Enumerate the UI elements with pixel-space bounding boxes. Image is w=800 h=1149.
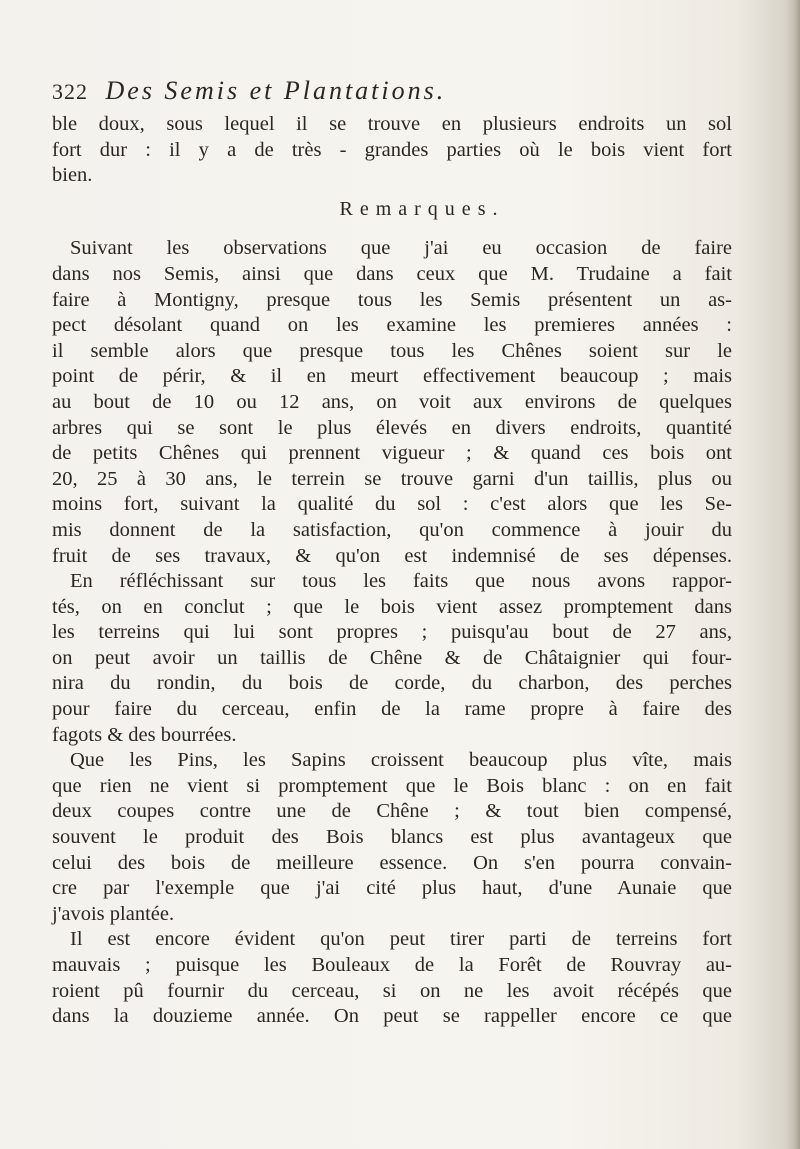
text-line: point de périr, & il en meurt effectivement beaucoup ; mais: [52, 365, 732, 388]
text-line: En réfléchissant sur tous les faits que nous avons rappor-: [70, 570, 732, 593]
text-line: mis donnent de la satisfaction, qu'on commence à jouir du: [52, 518, 732, 541]
text-line: faire à Montigny, presque tous les Semis présentent un as-: [52, 288, 732, 311]
page-edge-shadow: [786, 0, 800, 1149]
text-line: Suivant les observations que j'ai eu occasion de faire: [70, 237, 732, 260]
text-line: mauvais ; puisque les Bouleaux de la Forêt de Rouvray au-: [52, 954, 732, 976]
text-line: 20, 25 à 30 ans, le terrein se trouve garni d'un taillis, plus ou: [52, 467, 732, 490]
page-number: 322: [52, 79, 88, 104]
section-heading: Remarques.: [339, 197, 505, 220]
text-line: Que les Pins, les Sapins croissent beaucoup plus vîte, mais: [70, 749, 732, 772]
text-line: de petits Chênes qui prennent vigueur ; & quand ces bois ont: [52, 442, 732, 465]
text-line: j'avois plantée.: [52, 902, 175, 925]
text-line: il semble alors que presque tous les Chênes soient sur le: [52, 339, 732, 362]
text-line: au bout de 10 ou 12 ans, on voit aux environs de quelques: [52, 390, 732, 413]
text-line: on peut avoir un taillis de Chêne & de Châtaignier qui four-: [52, 646, 732, 669]
text-line: souvent le produit des Bois blancs est plus avantageux que: [52, 826, 732, 849]
text-line: bien.: [52, 164, 93, 187]
text-line: nira du rondin, du bois de corde, du charbon, des perches: [52, 672, 732, 695]
text-line: les terreins qui lui sont propres ; puisqu'au bout de 27 ans,: [52, 621, 732, 644]
text-line: fort dur : il y a de très - grandes parties où le bois vient fort: [52, 138, 732, 161]
text-line: moins fort, suivant la qualité du sol : c'est alors que les Se-: [52, 493, 732, 516]
text-line: deux coupes contre une de Chêne ; & tout bien compensé,: [52, 800, 732, 823]
body-text: [52, 112, 732, 1030]
text-line: roient pû fournir du cerceau, si on ne les avoit récépés que: [52, 979, 732, 1002]
text-line: fruit de ses travaux, & qu'on est indemnisé de ses dépenses.: [52, 544, 732, 567]
text-line: que rien ne vient si promptement que le Bois blanc : on en fait: [52, 774, 732, 797]
text-line: pour faire du cerceau, enfin de la rame propre à faire des: [52, 698, 732, 721]
text-line: pect désolant quand on les examine les premieres années :: [52, 314, 732, 337]
running-title: Des Semis et Plantations.: [105, 76, 447, 105]
text-line: ble doux, sous lequel il se trouve en plusieurs endroits un sol: [52, 113, 732, 135]
text-line: tés, on en conclut ; que le bois vient assez promptement dans: [52, 595, 732, 618]
text-line: celui des bois de meilleure essence. On s'en pourra convain-: [52, 851, 732, 874]
running-header: [52, 76, 712, 106]
text-line: dans la douzieme année. On peut se rappeller encore ce que: [52, 1005, 732, 1028]
text-line: arbres qui se sont le plus élevés en divers endroits, quantité: [52, 416, 732, 439]
text-line: fagots & des bourrées.: [52, 723, 237, 746]
text-line: Il est encore évident qu'on peut tirer parti de terreins fort: [70, 928, 732, 951]
text-line: cre par l'exemple que j'ai cité plus haut, d'une Aunaie que: [52, 877, 732, 900]
text-line: dans nos Semis, ainsi que dans ceux que M. Trudaine a fait: [52, 262, 732, 285]
